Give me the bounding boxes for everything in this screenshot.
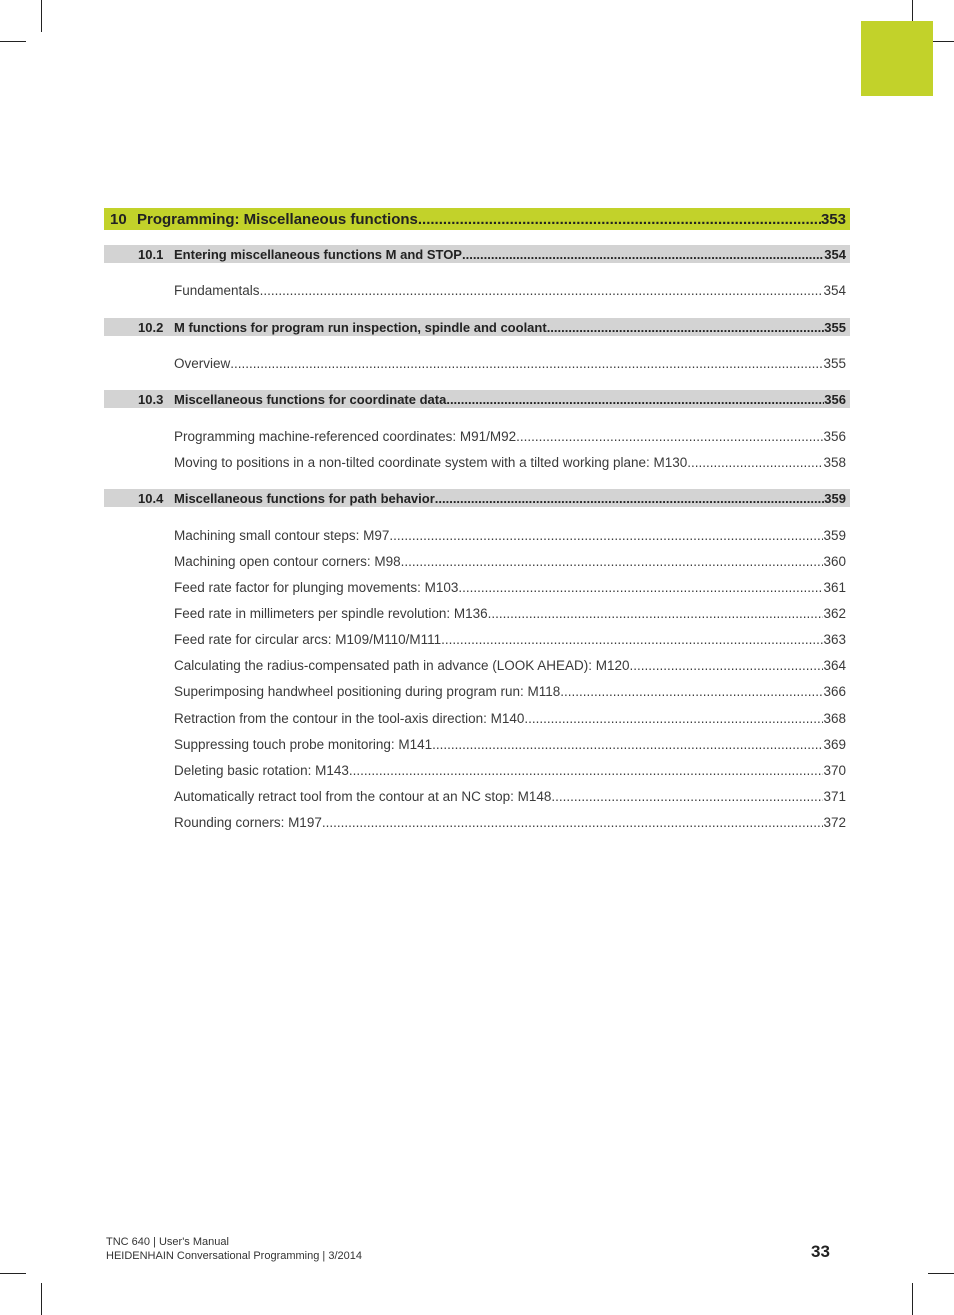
dot-leader: [687, 455, 823, 470]
entry-page: 363: [823, 631, 846, 647]
section-title: Entering miscellaneous functions M and STOP: [174, 246, 462, 262]
dot-leader: [435, 491, 825, 506]
dot-leader: [560, 684, 823, 699]
entry-page: 368: [823, 710, 846, 726]
toc-entry[interactable]: [104, 680, 850, 702]
entry-page: 364: [823, 657, 846, 673]
crop-mark: [0, 41, 26, 42]
crop-mark: [928, 1273, 954, 1274]
entry-page: 360: [823, 553, 846, 569]
section-page: 354: [824, 246, 846, 262]
entry-page: 362: [823, 605, 846, 621]
chapter-tab-marker: [861, 21, 933, 96]
dot-leader: [458, 580, 823, 595]
toc-entry[interactable]: [104, 451, 850, 473]
entry-title: Deleting basic rotation: M143: [174, 762, 349, 778]
toc-entry[interactable]: [104, 602, 850, 624]
dot-leader: [441, 632, 823, 647]
dot-leader: [630, 658, 824, 673]
toc-entry[interactable]: [104, 576, 850, 598]
dot-leader: [488, 606, 824, 621]
dot-leader: [322, 815, 824, 830]
toc-entry[interactable]: [104, 785, 850, 807]
section-number: 10.2: [138, 319, 164, 335]
section-title: Miscellaneous functions for coordinate data: [174, 391, 447, 407]
dot-leader: [551, 789, 823, 804]
entry-page: 372: [823, 814, 846, 830]
entry-title: Moving to positions in a non-tilted coordinate system with a tilted working plane: M130: [174, 454, 688, 470]
entry-page: 361: [823, 579, 846, 595]
section-number: 10.4: [138, 490, 164, 506]
entry-title: Feed rate in millimeters per spindle revolution: M136: [174, 605, 488, 621]
toc-entry[interactable]: [104, 279, 850, 301]
toc-entry[interactable]: [104, 628, 850, 650]
entry-title: Feed rate for circular arcs: M109/M110/M111: [174, 631, 442, 647]
footer-edition: HEIDENHAIN Conversational Programming | 3/2014: [106, 1250, 362, 1262]
crop-mark: [41, 0, 42, 32]
chapter-page: 353: [820, 210, 846, 228]
toc-section-row[interactable]: [104, 489, 850, 507]
toc-entry[interactable]: [104, 352, 850, 374]
entry-title: Overview: [174, 355, 231, 371]
page-number: 33: [811, 1242, 830, 1261]
crop-mark: [41, 1283, 42, 1315]
section-page: 359: [824, 490, 846, 506]
dot-leader: [418, 211, 821, 228]
toc-entry[interactable]: [104, 425, 850, 447]
section-title: M functions for program run inspection, spindle and coolant: [174, 319, 547, 335]
entry-title: Feed rate factor for plunging movements: M103: [174, 579, 459, 595]
dot-leader: [446, 392, 824, 407]
toc-entry[interactable]: [104, 733, 850, 755]
dot-leader: [462, 247, 824, 262]
chapter-title: Programming: Miscellaneous functions: [137, 210, 418, 228]
entry-title: Fundamentals: [174, 282, 260, 298]
toc-entry[interactable]: [104, 654, 850, 676]
entry-page: 370: [823, 762, 846, 778]
dot-leader: [516, 429, 823, 444]
entry-title: Automatically retract tool from the contour at an NC stop: M148: [174, 788, 552, 804]
entry-title: Superimposing handwheel positioning during program run: M118: [174, 683, 561, 699]
toc-entry[interactable]: [104, 707, 850, 729]
entry-title: Machining small contour steps: M97: [174, 527, 390, 543]
dot-leader: [389, 528, 823, 543]
dot-leader: [349, 763, 824, 778]
entry-page: 354: [823, 282, 846, 298]
toc-section-row[interactable]: [104, 390, 850, 408]
dot-leader: [230, 356, 823, 371]
section-page: 355: [824, 319, 846, 335]
toc-entry[interactable]: [104, 524, 850, 546]
entry-title: Retraction from the contour in the tool-axis direction: M140: [174, 710, 525, 726]
dot-leader: [401, 554, 824, 569]
toc-entry[interactable]: [104, 759, 850, 781]
section-page: 356: [824, 391, 846, 407]
entry-page: 358: [823, 454, 846, 470]
entry-page: 369: [823, 736, 846, 752]
footer-manual-title: TNC 640 | User's Manual: [106, 1236, 229, 1248]
dot-leader: [547, 320, 825, 335]
crop-mark: [0, 1273, 26, 1274]
dot-leader: [524, 711, 823, 726]
section-number: 10.1: [138, 246, 164, 262]
entry-page: 366: [823, 683, 846, 699]
crop-mark: [912, 1283, 913, 1315]
dot-leader: [432, 737, 823, 752]
entry-title: Rounding corners: M197: [174, 814, 322, 830]
entry-page: 359: [823, 527, 846, 543]
toc-section-row[interactable]: [104, 318, 850, 336]
section-number: 10.3: [138, 391, 164, 407]
toc-section-row[interactable]: [104, 245, 850, 263]
toc-entry[interactable]: [104, 550, 850, 572]
entry-page: 356: [823, 428, 846, 444]
entry-title: Calculating the radius-compensated path in advance (LOOK AHEAD): M120: [174, 657, 630, 673]
entry-title: Machining open contour corners: M98: [174, 553, 401, 569]
entry-page: 355: [823, 355, 846, 371]
entry-page: 371: [823, 788, 846, 804]
toc-chapter-row[interactable]: [104, 208, 850, 230]
section-title: Miscellaneous functions for path behavior: [174, 490, 435, 506]
toc-entry[interactable]: [104, 811, 850, 833]
chapter-number: 10: [110, 210, 127, 228]
entry-title: Suppressing touch probe monitoring: M141: [174, 736, 433, 752]
entry-title: Programming machine-referenced coordinates: M91/M92: [174, 428, 517, 444]
dot-leader: [260, 283, 824, 298]
